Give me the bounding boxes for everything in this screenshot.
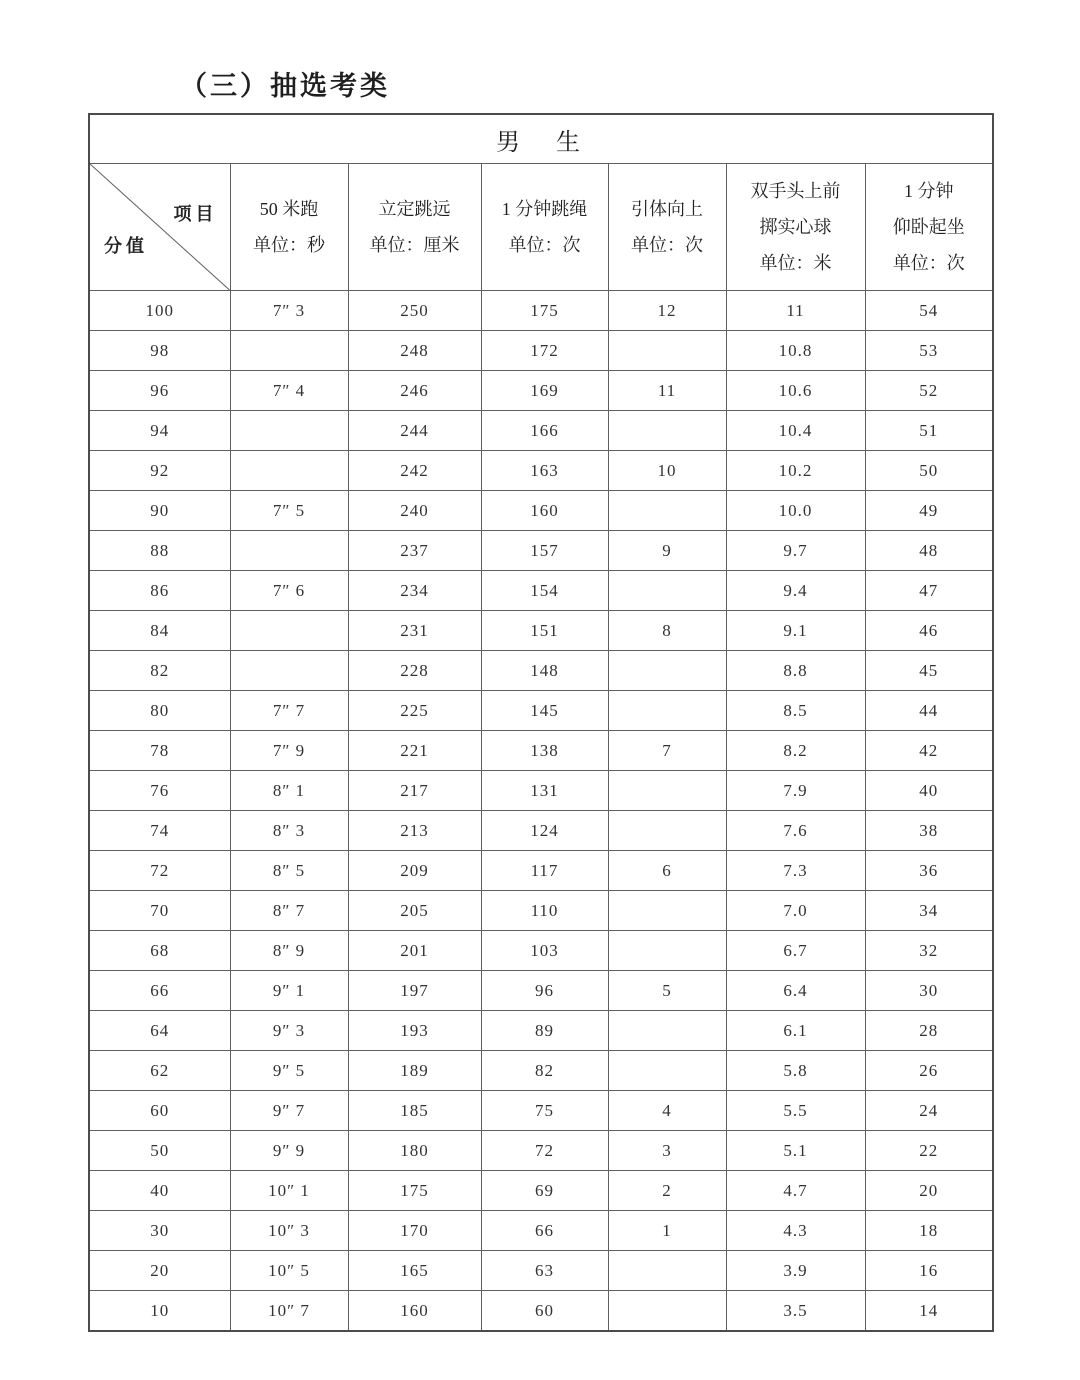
value-cell: 12 xyxy=(608,291,726,331)
table-row xyxy=(89,811,993,851)
column-name: 双手头上前 xyxy=(750,181,841,201)
column-header-medicine-ball-throw xyxy=(726,164,865,291)
value-cell: 10.4 xyxy=(726,411,865,451)
value-cell: 53 xyxy=(865,331,993,371)
value-cell: 244 xyxy=(348,411,481,451)
value-cell: 26 xyxy=(865,1051,993,1091)
value-cell xyxy=(608,491,726,531)
value-cell xyxy=(230,651,348,691)
value-cell xyxy=(608,811,726,851)
score-cell: 96 xyxy=(89,371,230,411)
value-cell xyxy=(230,611,348,651)
value-cell xyxy=(608,1251,726,1291)
value-cell: 185 xyxy=(348,1091,481,1131)
value-cell: 180 xyxy=(348,1131,481,1171)
value-cell xyxy=(608,891,726,931)
value-cell: 165 xyxy=(348,1251,481,1291)
value-cell: 22 xyxy=(865,1131,993,1171)
column-unit: 单位：米 xyxy=(759,253,832,273)
column-unit: 单位：厘米 xyxy=(369,235,460,255)
value-cell: 8″ 3 xyxy=(230,811,348,851)
value-cell: 10″ 5 xyxy=(230,1251,348,1291)
value-cell: 250 xyxy=(348,291,481,331)
value-cell xyxy=(608,1291,726,1332)
value-cell: 10.2 xyxy=(726,451,865,491)
value-cell: 8″ 5 xyxy=(230,851,348,891)
value-cell: 154 xyxy=(481,571,608,611)
table-row xyxy=(89,771,993,811)
table-row xyxy=(89,1211,993,1251)
value-cell xyxy=(230,451,348,491)
table-row xyxy=(89,1091,993,1131)
value-cell: 34 xyxy=(865,891,993,931)
value-cell: 20 xyxy=(865,1171,993,1211)
score-cell: 74 xyxy=(89,811,230,851)
value-cell: 82 xyxy=(481,1051,608,1091)
value-cell: 145 xyxy=(481,691,608,731)
value-cell: 5.8 xyxy=(726,1051,865,1091)
value-cell: 50 xyxy=(865,451,993,491)
value-cell: 4 xyxy=(608,1091,726,1131)
value-cell: 138 xyxy=(481,731,608,771)
value-cell: 205 xyxy=(348,891,481,931)
score-cell: 68 xyxy=(89,931,230,971)
value-cell: 75 xyxy=(481,1091,608,1131)
value-cell: 6 xyxy=(608,851,726,891)
table-row xyxy=(89,531,993,571)
corner-label-item: 项目 xyxy=(173,204,218,224)
value-cell: 42 xyxy=(865,731,993,771)
value-cell xyxy=(608,1051,726,1091)
value-cell: 9″ 1 xyxy=(230,971,348,1011)
value-cell: 124 xyxy=(481,811,608,851)
score-cell: 64 xyxy=(89,1011,230,1051)
column-header-row xyxy=(89,164,993,291)
value-cell: 8″ 9 xyxy=(230,931,348,971)
score-cell: 82 xyxy=(89,651,230,691)
value-cell: 36 xyxy=(865,851,993,891)
value-cell: 246 xyxy=(348,371,481,411)
score-cell: 66 xyxy=(89,971,230,1011)
value-cell: 248 xyxy=(348,331,481,371)
score-cell: 10 xyxy=(89,1291,230,1332)
value-cell: 46 xyxy=(865,611,993,651)
score-cell: 92 xyxy=(89,451,230,491)
value-cell: 28 xyxy=(865,1011,993,1051)
value-cell xyxy=(608,411,726,451)
score-cell: 76 xyxy=(89,771,230,811)
value-cell: 44 xyxy=(865,691,993,731)
value-cell: 32 xyxy=(865,931,993,971)
value-cell: 54 xyxy=(865,291,993,331)
table-row xyxy=(89,291,993,331)
value-cell: 96 xyxy=(481,971,608,1011)
value-cell: 7.6 xyxy=(726,811,865,851)
value-cell: 9″ 7 xyxy=(230,1091,348,1131)
value-cell: 8.5 xyxy=(726,691,865,731)
value-cell: 5.5 xyxy=(726,1091,865,1131)
value-cell: 163 xyxy=(481,451,608,491)
value-cell xyxy=(608,771,726,811)
value-cell: 66 xyxy=(481,1211,608,1251)
table-row xyxy=(89,1171,993,1211)
score-cell: 70 xyxy=(89,891,230,931)
value-cell: 11 xyxy=(726,291,865,331)
score-cell: 60 xyxy=(89,1091,230,1131)
table-row xyxy=(89,411,993,451)
value-cell: 11 xyxy=(608,371,726,411)
value-cell: 170 xyxy=(348,1211,481,1251)
score-cell: 86 xyxy=(89,571,230,611)
value-cell: 69 xyxy=(481,1171,608,1211)
table-row xyxy=(89,1011,993,1051)
value-cell: 3.5 xyxy=(726,1291,865,1332)
value-cell: 209 xyxy=(348,851,481,891)
value-cell: 1 xyxy=(608,1211,726,1251)
value-cell: 5.1 xyxy=(726,1131,865,1171)
column-header-sit-ups xyxy=(865,164,993,291)
value-cell: 52 xyxy=(865,371,993,411)
value-cell: 160 xyxy=(348,1291,481,1332)
value-cell: 16 xyxy=(865,1251,993,1291)
value-cell: 18 xyxy=(865,1211,993,1251)
score-cell: 30 xyxy=(89,1211,230,1251)
value-cell: 6.4 xyxy=(726,971,865,1011)
score-cell: 50 xyxy=(89,1131,230,1171)
column-unit: 单位：次 xyxy=(508,235,581,255)
value-cell: 10″ 7 xyxy=(230,1291,348,1332)
value-cell: 8.8 xyxy=(726,651,865,691)
score-cell: 94 xyxy=(89,411,230,451)
value-cell: 60 xyxy=(481,1291,608,1332)
value-cell: 9 xyxy=(608,531,726,571)
value-cell: 5 xyxy=(608,971,726,1011)
table-row xyxy=(89,851,993,891)
value-cell xyxy=(608,571,726,611)
corner-label-score: 分值 xyxy=(104,236,148,256)
table-row xyxy=(89,971,993,1011)
value-cell: 8.2 xyxy=(726,731,865,771)
value-cell: 63 xyxy=(481,1251,608,1291)
value-cell xyxy=(230,411,348,451)
value-cell: 237 xyxy=(348,531,481,571)
score-cell: 62 xyxy=(89,1051,230,1091)
table-row xyxy=(89,371,993,411)
score-cell: 40 xyxy=(89,1171,230,1211)
table-row xyxy=(89,651,993,691)
value-cell: 40 xyxy=(865,771,993,811)
value-cell: 9.1 xyxy=(726,611,865,651)
column-unit: 单位：秒 xyxy=(253,235,325,255)
value-cell: 213 xyxy=(348,811,481,851)
value-cell: 197 xyxy=(348,971,481,1011)
score-cell: 98 xyxy=(89,331,230,371)
column-header-rope-skipping xyxy=(481,164,608,291)
table-row xyxy=(89,731,993,771)
column-name: 50 米跑 xyxy=(259,199,319,219)
value-cell xyxy=(608,331,726,371)
value-cell: 7″ 9 xyxy=(230,731,348,771)
score-cell: 80 xyxy=(89,691,230,731)
value-cell: 160 xyxy=(481,491,608,531)
column-header-standing-long-jump xyxy=(348,164,481,291)
value-cell: 157 xyxy=(481,531,608,571)
corner-header-cell xyxy=(89,164,230,291)
value-cell: 9.4 xyxy=(726,571,865,611)
score-cell: 84 xyxy=(89,611,230,651)
value-cell: 8″ 7 xyxy=(230,891,348,931)
value-cell: 225 xyxy=(348,691,481,731)
score-cell: 20 xyxy=(89,1251,230,1291)
value-cell: 89 xyxy=(481,1011,608,1051)
value-cell: 10.8 xyxy=(726,331,865,371)
value-cell: 201 xyxy=(348,931,481,971)
value-cell: 175 xyxy=(481,291,608,331)
value-cell: 148 xyxy=(481,651,608,691)
value-cell xyxy=(608,1011,726,1051)
value-cell: 131 xyxy=(481,771,608,811)
value-cell: 217 xyxy=(348,771,481,811)
section-title: （三）抽选考类 xyxy=(180,71,390,101)
value-cell xyxy=(608,651,726,691)
score-cell: 72 xyxy=(89,851,230,891)
value-cell: 9″ 3 xyxy=(230,1011,348,1051)
value-cell: 7.3 xyxy=(726,851,865,891)
value-cell: 193 xyxy=(348,1011,481,1051)
table-row xyxy=(89,1131,993,1171)
value-cell: 228 xyxy=(348,651,481,691)
table-row xyxy=(89,1291,993,1332)
score-cell: 88 xyxy=(89,531,230,571)
value-cell: 4.3 xyxy=(726,1211,865,1251)
value-cell: 242 xyxy=(348,451,481,491)
table-row xyxy=(89,571,993,611)
column-name: 仰卧起坐 xyxy=(892,217,965,237)
value-cell: 10″ 3 xyxy=(230,1211,348,1251)
value-cell: 47 xyxy=(865,571,993,611)
value-cell: 151 xyxy=(481,611,608,651)
value-cell: 189 xyxy=(348,1051,481,1091)
value-cell: 7″ 6 xyxy=(230,571,348,611)
value-cell: 6.1 xyxy=(726,1011,865,1051)
column-unit: 单位：次 xyxy=(892,253,965,273)
value-cell: 8″ 1 xyxy=(230,771,348,811)
column-name: 立定跳远 xyxy=(378,199,451,219)
value-cell: 10 xyxy=(608,451,726,491)
value-cell: 10.6 xyxy=(726,371,865,411)
value-cell: 7″ 3 xyxy=(230,291,348,331)
value-cell xyxy=(608,931,726,971)
value-cell: 45 xyxy=(865,651,993,691)
column-header-pull-ups xyxy=(608,164,726,291)
value-cell xyxy=(230,531,348,571)
score-cell: 100 xyxy=(89,291,230,331)
value-cell: 10″ 1 xyxy=(230,1171,348,1211)
value-cell: 10.0 xyxy=(726,491,865,531)
value-cell: 6.7 xyxy=(726,931,865,971)
value-cell: 7″ 4 xyxy=(230,371,348,411)
column-header-50m-run xyxy=(230,164,348,291)
column-name: 引体向上 xyxy=(631,199,703,219)
value-cell: 7.0 xyxy=(726,891,865,931)
gender-header-row xyxy=(89,114,993,164)
table-row xyxy=(89,611,993,651)
value-cell: 24 xyxy=(865,1091,993,1131)
value-cell: 117 xyxy=(481,851,608,891)
value-cell xyxy=(230,331,348,371)
value-cell: 9.7 xyxy=(726,531,865,571)
column-name: 1 分钟 xyxy=(904,181,954,201)
column-name: 1 分钟跳绳 xyxy=(501,199,588,219)
table-row xyxy=(89,1051,993,1091)
value-cell: 7.9 xyxy=(726,771,865,811)
table-row xyxy=(89,451,993,491)
table-row xyxy=(89,1251,993,1291)
value-cell: 9″ 9 xyxy=(230,1131,348,1171)
table-row xyxy=(89,691,993,731)
value-cell: 7 xyxy=(608,731,726,771)
value-cell: 49 xyxy=(865,491,993,531)
value-cell: 51 xyxy=(865,411,993,451)
value-cell: 4.7 xyxy=(726,1171,865,1211)
value-cell: 234 xyxy=(348,571,481,611)
column-unit: 单位：次 xyxy=(631,235,703,255)
value-cell: 7″ 7 xyxy=(230,691,348,731)
value-cell: 3.9 xyxy=(726,1251,865,1291)
value-cell: 231 xyxy=(348,611,481,651)
value-cell: 8 xyxy=(608,611,726,651)
value-cell: 169 xyxy=(481,371,608,411)
value-cell: 103 xyxy=(481,931,608,971)
table-row xyxy=(89,331,993,371)
table-row xyxy=(89,891,993,931)
diagonal-divider-line xyxy=(90,164,230,290)
score-table-body xyxy=(89,291,993,1332)
value-cell: 48 xyxy=(865,531,993,571)
value-cell: 14 xyxy=(865,1291,993,1332)
score-cell: 90 xyxy=(89,491,230,531)
column-name: 掷实心球 xyxy=(759,217,832,237)
boys-score-table xyxy=(88,113,994,1332)
value-cell: 221 xyxy=(348,731,481,771)
value-cell: 30 xyxy=(865,971,993,1011)
value-cell: 172 xyxy=(481,331,608,371)
value-cell xyxy=(608,691,726,731)
value-cell: 9″ 5 xyxy=(230,1051,348,1091)
gender-header: 男 生 xyxy=(89,114,993,164)
value-cell: 166 xyxy=(481,411,608,451)
value-cell: 38 xyxy=(865,811,993,851)
value-cell: 3 xyxy=(608,1131,726,1171)
value-cell: 110 xyxy=(481,891,608,931)
value-cell: 175 xyxy=(348,1171,481,1211)
table-row xyxy=(89,931,993,971)
value-cell: 7″ 5 xyxy=(230,491,348,531)
score-cell: 78 xyxy=(89,731,230,771)
value-cell: 2 xyxy=(608,1171,726,1211)
table-row xyxy=(89,491,993,531)
value-cell: 72 xyxy=(481,1131,608,1171)
value-cell: 240 xyxy=(348,491,481,531)
